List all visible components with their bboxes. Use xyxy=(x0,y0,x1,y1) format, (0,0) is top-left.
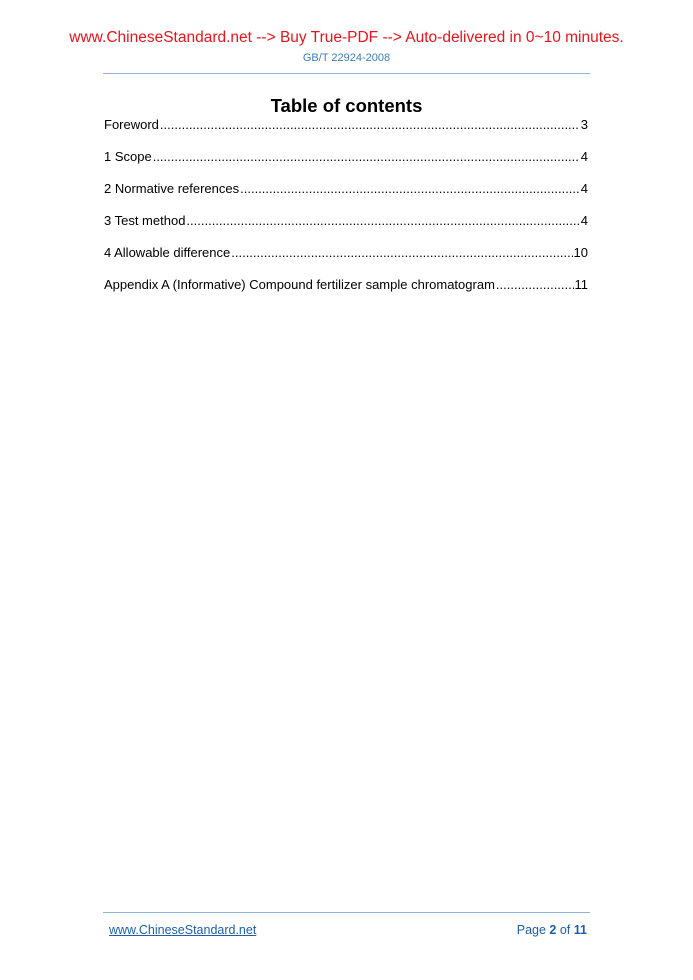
footer-website-link[interactable]: www.ChineseStandard.net xyxy=(109,923,257,937)
toc-leader-dots xyxy=(496,277,574,293)
toc-entry[interactable] xyxy=(104,149,588,165)
footer-divider xyxy=(103,912,590,913)
toc-entry-page: 11 xyxy=(574,277,588,292)
of-word: of xyxy=(559,923,571,937)
toc-entry-page: 4 xyxy=(580,181,588,196)
footer-page-number xyxy=(517,923,587,938)
toc-entry-page: 3 xyxy=(580,117,588,132)
toc-entry[interactable] xyxy=(104,213,588,229)
toc-entry[interactable] xyxy=(104,181,588,197)
toc-entry-page: 4 xyxy=(580,149,588,164)
toc-entry-label: 3 Test method xyxy=(104,213,186,228)
toc-entry-label: 4 Allowable difference xyxy=(104,245,231,260)
total-pages: 11 xyxy=(573,923,587,937)
toc-title: Table of contents xyxy=(270,95,423,116)
toc-leader-dots xyxy=(231,245,572,261)
toc-leader-dots xyxy=(153,149,580,165)
toc-entry[interactable] xyxy=(104,277,588,293)
toc-entry[interactable] xyxy=(104,117,588,133)
toc-entry-label: 2 Normative references xyxy=(104,181,240,196)
toc-entry[interactable] xyxy=(104,245,588,261)
toc-leader-dots xyxy=(186,213,579,229)
toc-leader-dots xyxy=(160,117,580,133)
toc-entry-label: Foreword xyxy=(104,117,159,132)
toc-entry-label: Appendix A (Informative) Compound fertilizer sample chromatogram xyxy=(104,277,495,292)
toc-leader-dots xyxy=(240,181,580,197)
header-divider xyxy=(103,73,590,74)
header-banner[interactable]: www.ChineseStandard.net --> Buy True-PDF --> Auto-delivered in 0~10 minutes. xyxy=(69,29,624,46)
toc-entry-label: 1 Scope xyxy=(104,149,152,164)
page-word: Page xyxy=(516,923,546,937)
current-page: 2 xyxy=(549,923,557,937)
toc-entry-page: 4 xyxy=(580,213,588,228)
toc-entry-page: 10 xyxy=(573,245,588,260)
document-number: GB/T 22924-2008 xyxy=(302,52,391,64)
